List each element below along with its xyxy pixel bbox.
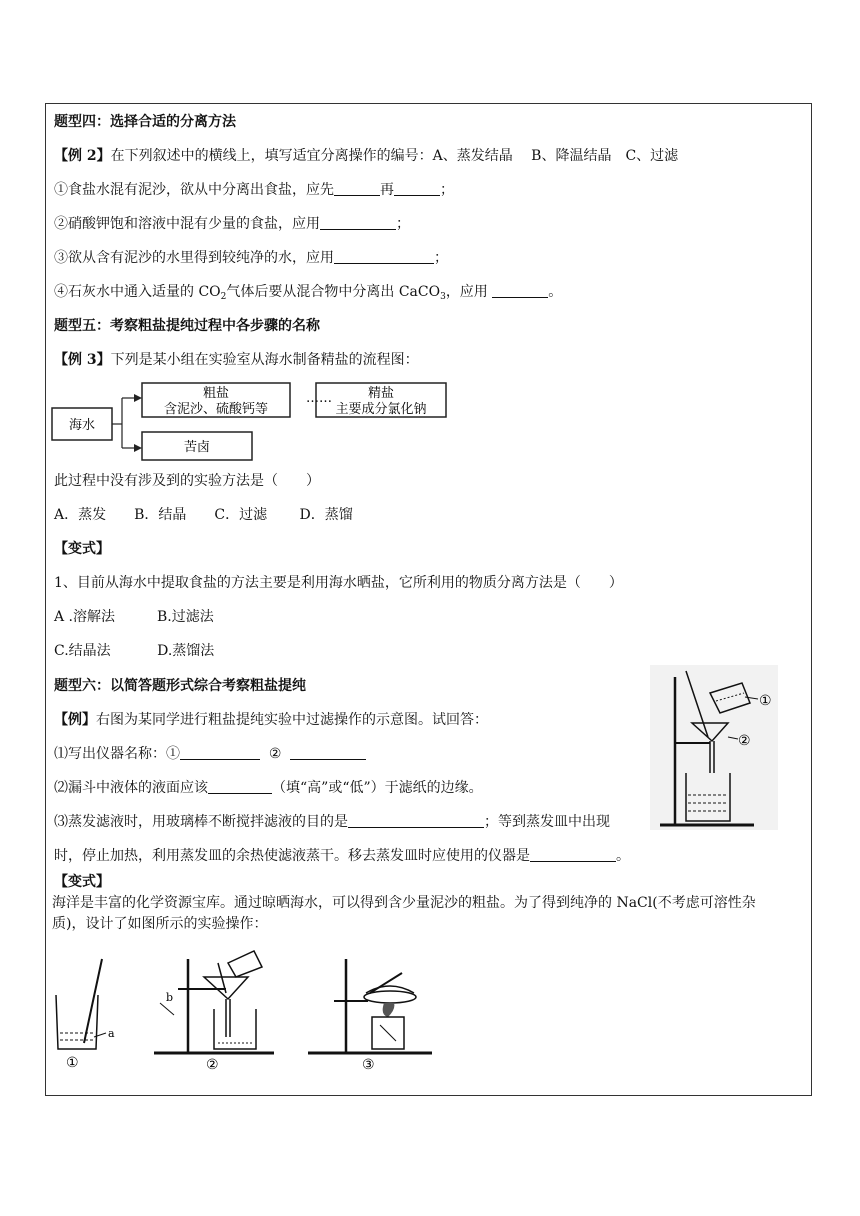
example-line (54, 710, 488, 730)
answer-blank[interactable] (180, 745, 260, 760)
caption-1: ① (66, 1055, 79, 1071)
question-3-cont (54, 846, 630, 866)
variant1-options-ab: A .溶解法 B.过滤法 (54, 609, 214, 625)
answer-blank[interactable] (290, 745, 366, 760)
filtration-figure (650, 665, 780, 831)
question-text: （填“高”或“低”）于滤纸的边缘。 (272, 780, 483, 796)
variant1-question: 1、目前从海水中提取食盐的方法主要是利用海水晒盐，它所利用的物质分离方法是（ ） (54, 575, 623, 591)
fine-salt-detail: 主要成分氯化钠 (335, 402, 427, 417)
example-tag: 【例 2】 (54, 148, 111, 164)
variant-text-2: 质)，设计了如图所示的实验操作： (52, 916, 268, 932)
question-3 (54, 812, 610, 832)
question-text: ⑴写出仪器名称：① (54, 746, 180, 762)
question-text: ④石灰水中通入适量的 CO (54, 284, 221, 300)
arrow-icon (134, 444, 142, 452)
answer-blank[interactable] (530, 847, 616, 862)
question-2 (54, 214, 410, 234)
question-text: ； (440, 182, 454, 198)
label-1: ① (759, 693, 772, 709)
question-2 (54, 778, 483, 798)
bittern-label: 苦卤 (183, 440, 211, 455)
example-text: 在下列叙述中的横线上，填写适宜分离操作的编号：A、蒸发结晶 B、降温结晶 C、过滤 (110, 148, 679, 164)
question-text: ；等到蒸发皿中出现 (484, 814, 610, 830)
subscript: 3 (440, 292, 446, 302)
question-text: ⑶蒸发滤液时，用玻璃棒不断搅拌滤液的目的是 (54, 814, 348, 830)
example-tag: 【例】 (54, 712, 96, 728)
question-text: 。 (548, 284, 563, 300)
question-text: ⑵漏斗中液体的液面应该 (54, 780, 208, 796)
question-4 (54, 282, 562, 302)
question-text: 时，停止加热，利用蒸发皿的余热使滤液蒸干。移去蒸发皿时应使用的仪器是 (54, 848, 530, 864)
answer-blank[interactable] (334, 181, 380, 196)
question-text: ③欲从含有泥沙的水里得到较纯净的水，应用 (54, 250, 334, 266)
crude-salt-detail: 含泥沙、硫酸钙等 (163, 402, 269, 417)
variant1-options-cd: C.结晶法 D.蒸馏法 (54, 643, 215, 659)
question-text: ； (434, 250, 448, 266)
seawater-label: 海水 (68, 418, 96, 433)
example2-line (54, 146, 678, 166)
example3-question: 此过程中没有涉及到的实验方法是（ ） (54, 473, 320, 489)
experiment-figures (50, 945, 450, 1073)
section4-heading: 题型四：选择合适的分离方法 (54, 114, 236, 130)
question-text: ①食盐水混有泥沙，欲从中分离出食盐，应先 (54, 182, 334, 198)
answer-blank[interactable] (334, 249, 434, 264)
label-a: a (108, 1027, 115, 1040)
answer-blank[interactable] (394, 181, 440, 196)
crude-salt-label: 粗盐 (202, 386, 230, 401)
section5-heading: 题型五：考察粗盐提纯过程中各步骤的名称 (54, 318, 320, 334)
variant-text-1: 海洋是丰富的化学资源宝库。通过晾晒海水，可以得到含少量泥沙的粗盐。为了得到纯净的 NaCl(不考虑可溶性杂 (52, 895, 756, 911)
question-1 (54, 180, 454, 200)
question-text: 再 (380, 182, 394, 198)
arrow-icon (134, 394, 142, 402)
example3-options: A．蒸发 B．结晶 C．过滤 D．蒸馏 (54, 507, 353, 523)
question-text: ； (396, 216, 410, 232)
answer-blank[interactable] (348, 813, 484, 828)
answer-blank[interactable] (208, 779, 272, 794)
subscript: 2 (220, 292, 227, 302)
question-text: ，应用 (445, 284, 488, 300)
caption-3: ③ (362, 1057, 375, 1073)
answer-blank[interactable] (492, 283, 548, 298)
example-tag: 【例 3】 (54, 352, 111, 368)
question-1 (54, 744, 366, 764)
caption-2: ② (206, 1057, 219, 1073)
question-text: ② (268, 746, 282, 762)
fine-salt-label: 精盐 (367, 386, 395, 401)
variant-tag: 【变式】 (54, 874, 110, 890)
example-text: 下列是某小组在实验室从海水制备精盐的流程图： (110, 352, 419, 368)
variant-tag: 【变式】 (54, 541, 110, 557)
question-text: 气体后要从混合物中分离出 CaCO (226, 284, 441, 300)
section6-heading: 题型六：以简答题形式综合考察粗盐提纯 (54, 678, 306, 694)
label-2: ② (738, 733, 751, 749)
answer-blank[interactable] (320, 215, 396, 230)
label-b: b (166, 991, 174, 1004)
ellipsis: …… (306, 391, 332, 406)
example-text: 右图为某同学进行粗盐提纯实验中过滤操作的示意图。试回答： (96, 712, 488, 728)
example3-line (54, 350, 419, 370)
question-3 (54, 248, 448, 268)
question-text: ②硝酸钾饱和溶液中混有少量的食盐，应用 (54, 216, 320, 232)
question-text: 。 (616, 848, 630, 864)
flowchart (50, 380, 450, 465)
